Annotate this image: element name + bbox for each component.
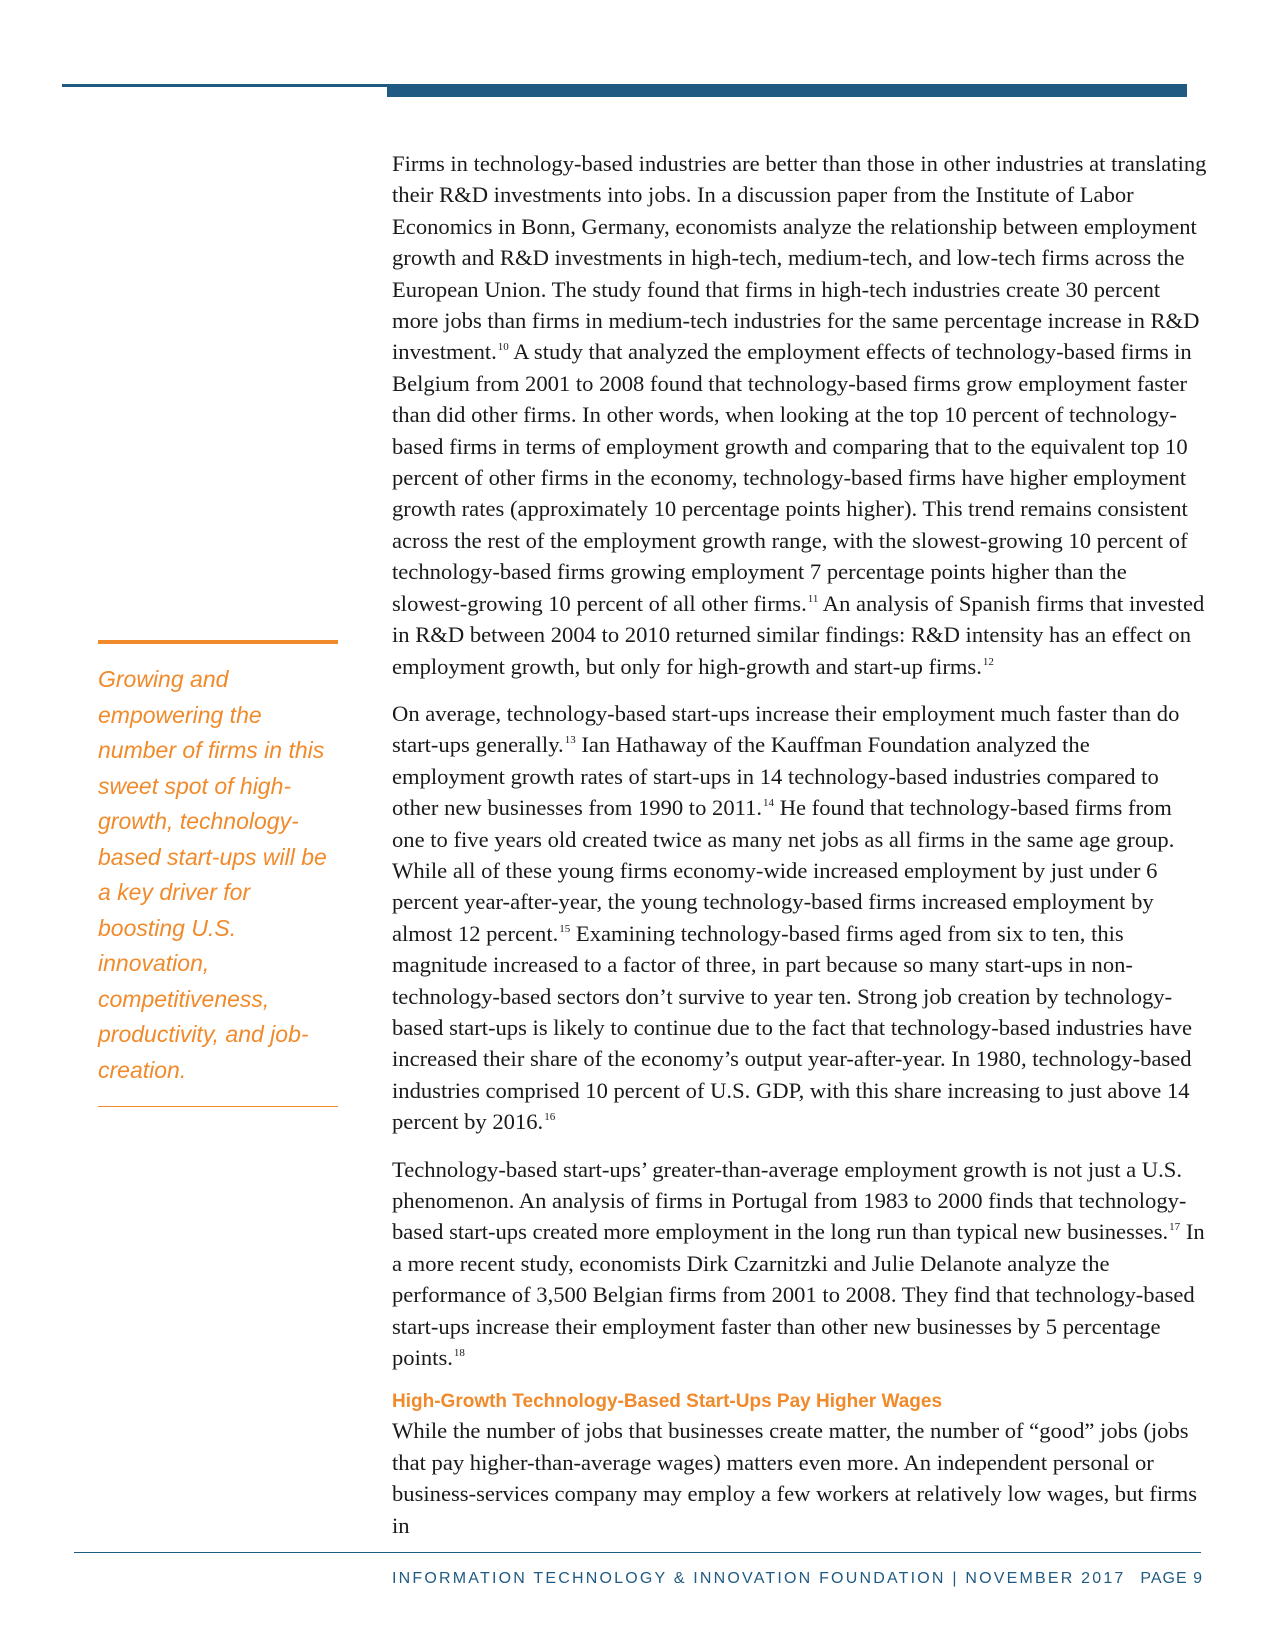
footnote-ref-17[interactable]: 17: [1169, 1221, 1181, 1234]
paragraph-2-text-1: On average, technology-based start-ups increase their employment much faster than do start-ups generally.: [392, 700, 1180, 758]
paragraph-1-text-3: An analysis of Spanish firms that invested in R&D between 2004 to 2010 returned similar findings: R&D intensity has an effect on employment growth, but only for high-growth and start-up firms.: [392, 590, 1205, 679]
header-rule-thin: [62, 84, 387, 87]
paragraph-3-text-2: In a more recent study, economists Dirk Czarnitzki and Julie Delanote analyze the performance of 3,500 Belgian firms from 2001 to 2008. They find that technology-based start-ups increase their employment faster than other new businesses by 5 percentage points.: [392, 1219, 1205, 1371]
footnote-ref-14[interactable]: 14: [763, 797, 775, 810]
paragraph-2-text-3: He found that technology-based firms from one to five years old created twice as many net jobs as all firms in the same age group. While all of these young firms economy-wide increased employment by just under 6 percent year-after-year, the young technology-based firms increased employment by almost 12 percent.: [392, 795, 1175, 946]
paragraph-1-text-2: A study that analyzed the employment effects of technology-based firms in Belgium from 2001 to 2008 found that technology-based firms grow employment faster than did other firms. In other words, when looking at the top 10 percent of technology-based firms in terms of employment growth and comparing that to the equivalent top 10 percent of other firms in the economy, technology-based firms have higher employment growth rates (approximately 10 percentage points higher). This trend remains consistent across the rest of the employment growth range, with the slowest-growing 10 percent of technology-based firms growing employment 7 percentage points higher than the slowest-growing 10 percent of all other firms.: [392, 339, 1192, 616]
pullquote-bottom-rule: [98, 1106, 338, 1107]
paragraph-2-text-4: Examining technology-based firms aged from six to ten, this magnitude increased to a factor of three, in part because so many start-ups in non-technology-based sectors don’t survive to year ten. Strong job creation by technology-based start-ups is likely to continue due to the fact that technology-based industries have increased their share of the economy’s output year-after-year. In 1980, technology-based industries comprised 10 percent of U.S. GDP, with this share increasing to just above 14 percent by 2016.: [392, 920, 1192, 1135]
footnote-ref-16[interactable]: 16: [544, 1111, 556, 1124]
paragraph-2-text-2: Ian Hathaway of the Kauffman Foundation analyzed the employment growth rates of start-ups in 14 technology-based industries compared to other new businesses from 1990 to 2011.: [392, 732, 1159, 821]
footer-rule: [74, 1552, 1201, 1553]
footnote-ref-11[interactable]: 11: [807, 592, 819, 605]
footnote-ref-18[interactable]: 18: [453, 1347, 465, 1360]
main-text-column: [392, 148, 1207, 1557]
paragraph-4: While the number of jobs that businesses create matter, the number of “good” jobs (jobs that pay higher-than-average wages) matters even more. An independent personal or business-services company may employ a few workers at relatively low wages, but firms in: [392, 1418, 1197, 1538]
sidebar-pullquote-box: [98, 640, 338, 1107]
footnote-ref-15[interactable]: 15: [559, 922, 571, 935]
paragraph-3: [392, 1154, 1207, 1374]
footer-organization-date: INFORMATION TECHNOLOGY & INNOVATION FOUNDATION | NOVEMBER 2017: [392, 1570, 1126, 1587]
header-rule-thick: [387, 84, 1187, 97]
footnote-ref-13[interactable]: 13: [564, 734, 576, 747]
section-subheading: High-Growth Technology-Based Start-Ups Pay Higher Wages: [392, 1391, 943, 1413]
footnote-ref-12[interactable]: 12: [982, 655, 994, 668]
footnote-ref-10[interactable]: 10: [497, 341, 509, 354]
paragraph-1-text-1: Firms in technology-based industries are better than those in other industries at translating their R&D investments into jobs. In a discussion paper from the Institute of Labor Economics in Bonn, Germany, economists analyze the relationship between employment growth and R&D investments in high-tech, medium-tech, and low-tech firms across the European Union. The study found that firms in high-tech industries create 30 percent more jobs than firms in medium-tech industries for the same percentage increase in R&D investment.: [392, 151, 1207, 365]
paragraph-2: [392, 698, 1207, 1138]
pullquote-top-rule: [98, 640, 338, 644]
paragraph-1: [392, 148, 1207, 682]
paragraph-3-text-1: Technology-based start-ups’ greater-than-average employment growth is not just a U.S. phenomenon. An analysis of firms in Portugal from 1983 to 2000 finds that technology-based start-ups created more employment in the long run than typical new businesses.: [392, 1156, 1187, 1245]
page-number: PAGE 9: [1140, 1570, 1203, 1587]
pullquote-text: Growing and empowering the number of firms in this sweet spot of high-growth, technology-based start-ups will be a key driver for boosting U.S. innovation, competitiveness, productivity, and job-creation.: [98, 666, 327, 1083]
